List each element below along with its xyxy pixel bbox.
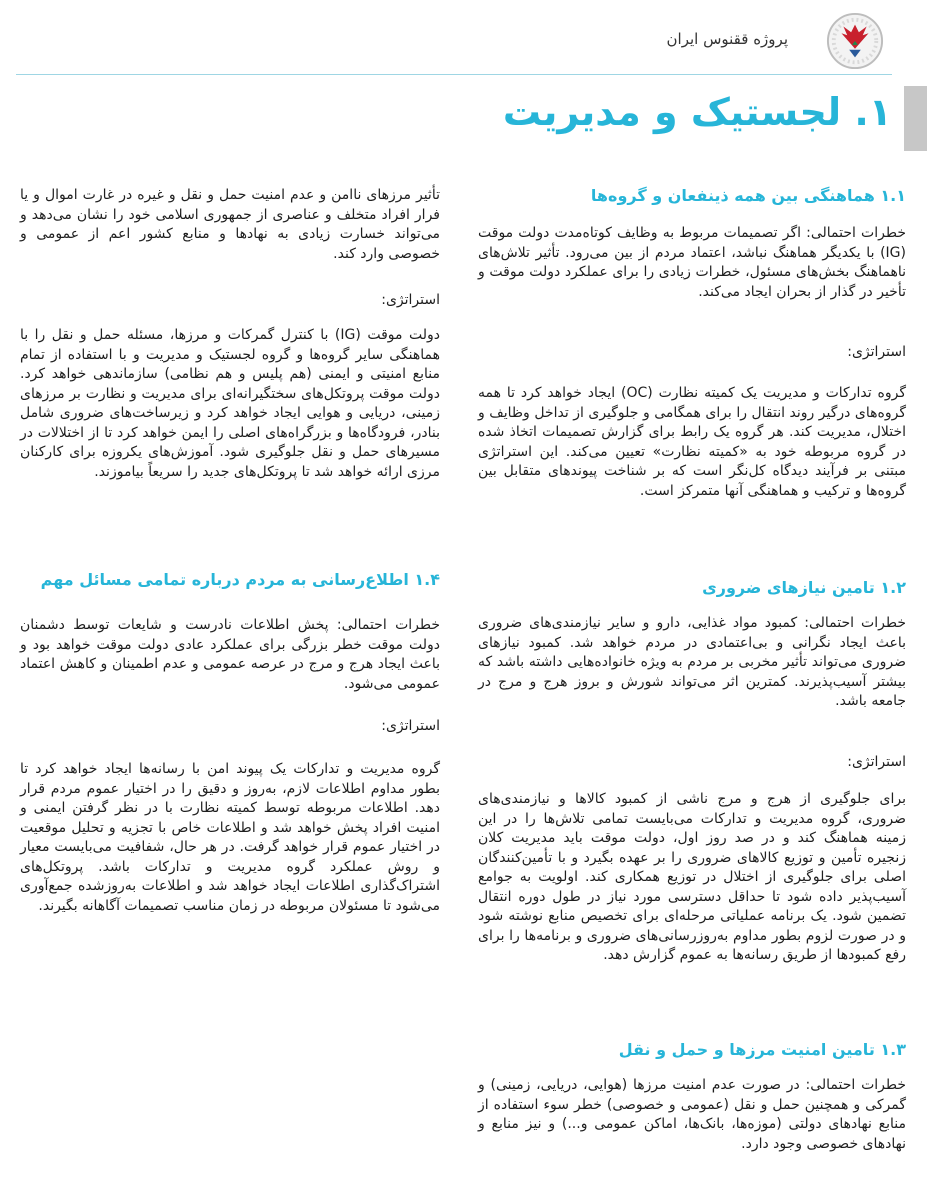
chapter-marker-bar [904,86,927,151]
section-heading-1-2: ۱.۲ تامین نیازهای ضروری [702,578,906,597]
section-1-3-strategy-label: استراتژی: [381,292,440,308]
header-divider [16,74,892,75]
publication-title: پروژه ققنوس ایران [666,30,788,48]
section-1-2-risk: خطرات احتمالی: کمبود مواد غذایی، دارو و سایر نیازمندی‌های ضروری باعث ایجاد نگرانی و بی‌اعتمادی در مردم خواهد شد. کمبود نیازهای ضروری می‌تواند تأثیر مخربی بر مردم به ویژه خانواده‌هایی داشته باشد که بیشتر آسیب‌پذیرند. کمترین اثر می‌تواند شورش و بروز هرج و مرج در جامعه باشد. [478,615,906,709]
section-heading-1-4: ۱.۴ اطلاع‌رسانی به مردم درباره تمامی مسائل مهم [40,570,440,589]
section-heading-1-3: ۱.۳ تامین امنیت مرزها و حمل و نقل [618,1040,906,1059]
section-1-4-strategy: گروه مدیریت و تدارکات یک پیوند امن با رسانه‌ها ایجاد خواهد کرد تا بطور مداوم اطلاعات لازم، به‌روز و دقیق را در اختیار عموم مردم قرار دهد. اطلاعات مربوطه توسط کمیته نظارت با در نظر گرفتن ایمنی و امنیت افراد پخش خواهد شد و اطلاعات خاص با تجزیه و تحلیل موقعیت در اختیار عموم قرار خواهد گرفت. در هر حال، شفافیت می‌بایست معیار و روش عملکرد گروه مدیریت و تدارکات باشد. پروتکل‌های اشتراک‌گذاری اطلاعات ایجاد خواهد شد و اطلاعات به‌روزشده جمع‌آوری می‌شود تا مسئولان مربوطه در زمان مناسب تصمیمات آگاهانه بگیرند. [20,761,440,914]
section-heading-1-1: ۱.۱ هماهنگی بین همه ذینفعان و گروه‌ها [590,186,906,205]
section-1-2-strategy: برای جلوگیری از هرج و مرج ناشی از کمبود کالاها و نیازمندی‌های ضروری، گروه مدیریت و تدارکات می‌بایست تمامی تلاش‌ها را در این زمینه هماهنگ کند و در صد روز اول، دولت موقت باید مدیریت کلان زنجیره تأمین و توزیع کالاهای ضروری را بر عهده بگیرد و با تأمین‌کنندگان اصلی برای جلوگیری از اختلال در توزیع همکاری کند. اولویت به جوامع آسیب‌پذیر داده شود تا حداقل دسترسی مورد نیاز در طول دوره انتقال تضمین شود. یک برنامه عملیاتی مرحله‌ای برای تخصیص منابع نوشته شود و در صورت لزوم بطور مداوم به‌روزرسانی‌های ضروری و برنامه‌ها را برای رفع کمبودها از طریق رسانه‌ها به عموم گزارش دهد. [478,791,906,963]
section-1-3-strategy: دولت موقت (IG) با کنترل گمرکات و مرزها، مسئله حمل و نقل را با هماهنگی سایر گروه‌ها و گروه لجستیک و مدیریت و با استفاده از تمام منابع امنیتی و ایمنی (هم پلیس و هم نظامی) سازماندهی خواهد کرد. دولت موقت پروتکل‌های سختگیرانه‌ای برای مدیریت و نظارت بر مرزهای زمینی، دریایی و هوایی ایجاد خواهد کرد و زیرساخت‌های ضروری شامل بنادر، فرودگاه‌ها و بزرگراه‌های اصلی را ایمن خواهد کرد تا از اختلالات در مسیرهای حمل و نقل جلوگیری شود. آموزش‌های یکروزه برای کارکنان مرزی ارائه خواهد شد تا پروتکل‌های جدید را سریعاً بیاموزند. [20,327,440,480]
section-1-3-risk-continued: تأثیر مرزهای ناامن و عدم امنیت حمل و نقل و غیره در غارت اموال و یا فرار افراد متخلف و عناصری از جمهوری اسلامی خود را نشان می‌دهد و می‌تواند خسارت زیادی به نهادها و منابع کشور اعم از عمومی و خصوصی وارد کند. [20,187,440,262]
chapter-title: ۱. لجستیک و مدیریت [502,90,892,134]
section-1-2-strategy-label: استراتژی: [847,754,906,770]
section-1-1-strategy: گروه تدارکات و مدیریت یک کمیته نظارت (OC) ایجاد خواهد کرد تا همه گروه‌های درگیر روند انتقال را برای همگامی و جلوگیری از تداخل وظایف و اختلال، مدیریت کند. هر گروه یک رابط برای گزارش تصمیمات اتخاذ شده در گروه مربوطه خود به «کمیته نظارت» تعیین می‌کند. این استراتژی مبتنی بر فرآیند دیدگاه کل‌نگر است که بر شناخت پیوندهای متقابل بین گروه‌ها و ترکیب و هماهنگی آنها متمرکز است. [478,385,906,499]
section-1-1-strategy-label: استراتژی: [847,344,906,360]
section-1-4-risk: خطرات احتمالی: پخش اطلاعات نادرست و شایعات توسط دشمنان دولت موقت خطر بزرگی برای عملکرد عادی دولت موقت خواهد بود و باعث ایجاد هرج و مرج در عرصه عمومی و عدم اطمینان و کاهش اعتماد عمومی می‌شود. [20,617,440,692]
phoenix-emblem-icon [826,12,884,70]
section-1-1-risk: خطرات احتمالی: اگر تصمیمات مربوط به وظایف کوتاه‌مدت دولت موقت (IG) با یکدیگر هماهنگ نباشد، اعتماد مردم از بین می‌رود. تأثیر تلاش‌های ناهماهنگ بخش‌های مسئول، خطرات زیادی را برای عملکرد دولت موقت و تأخیر در گذار از بحران ایجاد می‌کند. [478,225,906,300]
section-1-4-strategy-label: استراتژی: [381,718,440,734]
section-1-3-risk: خطرات احتمالی: در صورت عدم امنیت مرزها (هوایی، دریایی، زمینی) و گمرکی و همچنین حمل و نقل (عمومی و خصوصی) خطر سوء استفاده از منابع نهادهای دولتی (موزه‌ها، بانک‌ها، اماکن عمومی و...) و نیز منابع و نهادهای خصوصی وجود دارد. [478,1077,906,1152]
